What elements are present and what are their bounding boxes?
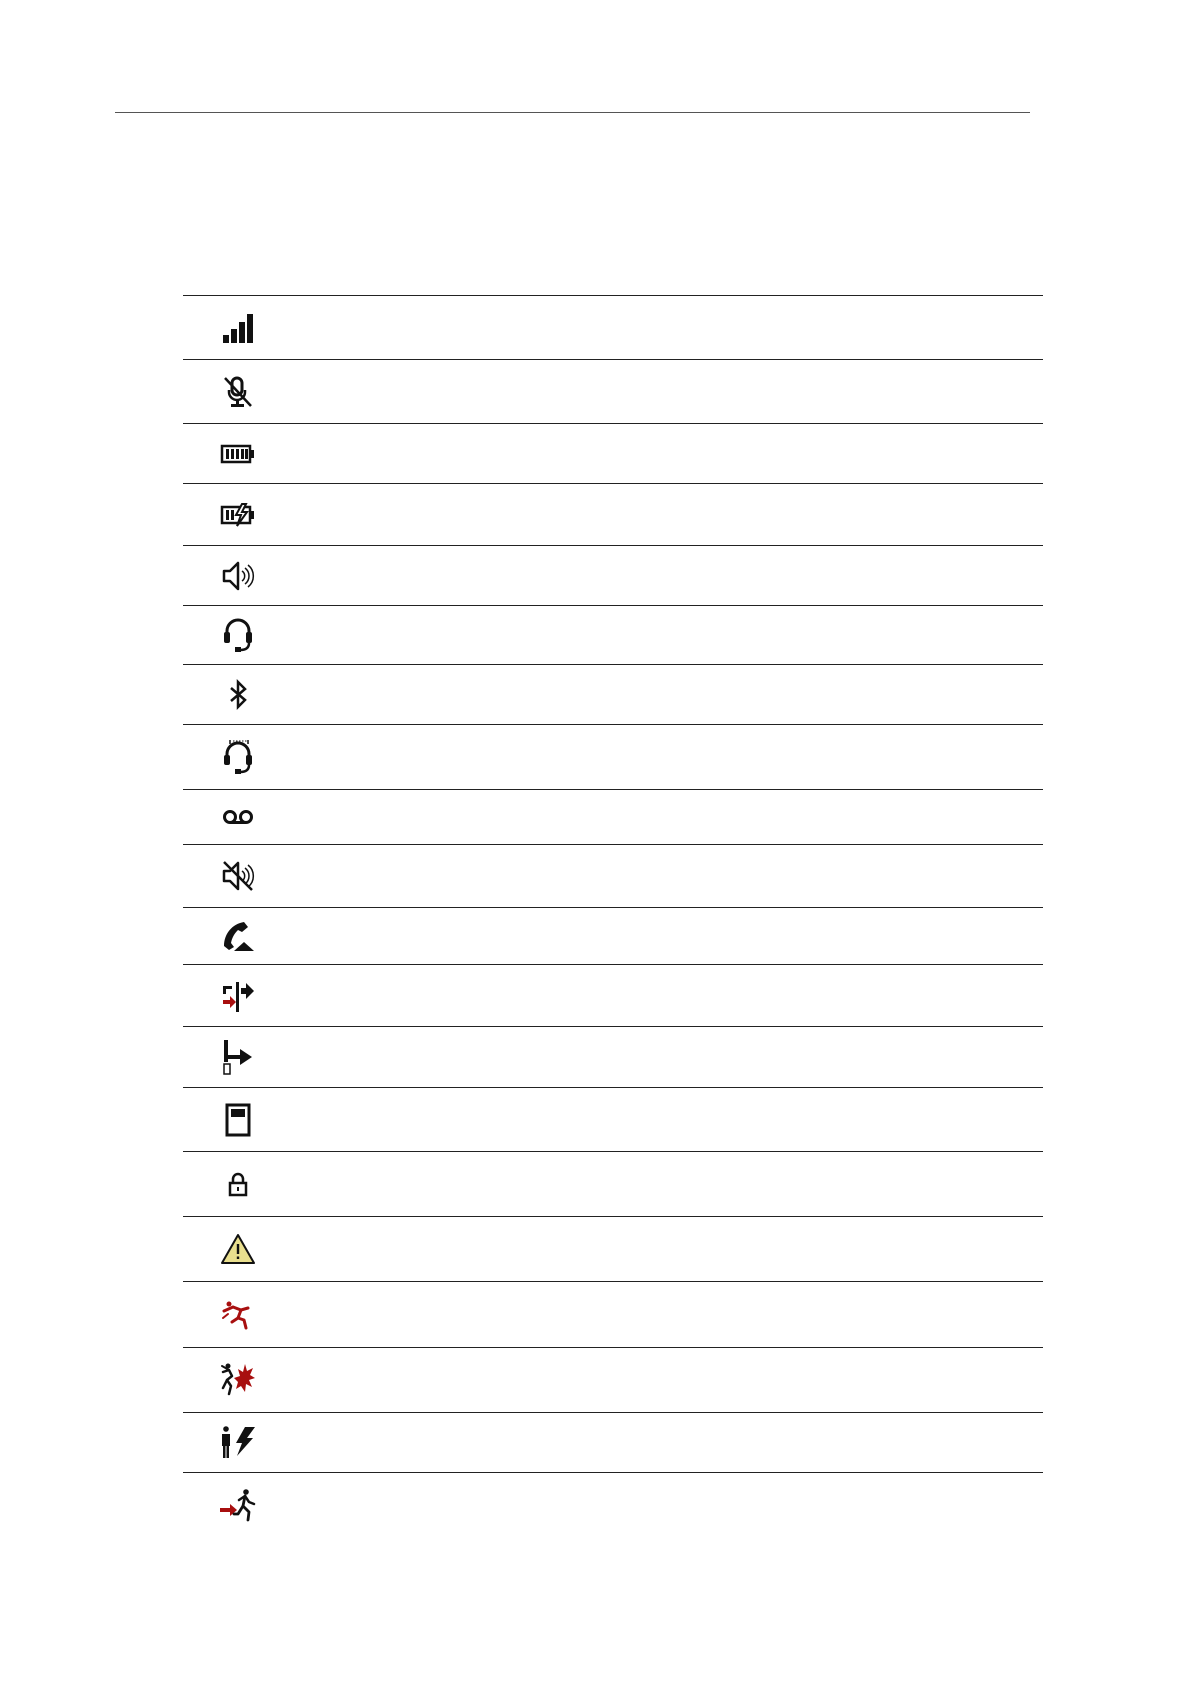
table-row — [183, 1281, 1043, 1347]
table-row — [183, 1412, 1043, 1472]
man-down-alarm-icon — [218, 1295, 258, 1335]
personal-emergency-alarm-icon — [218, 1423, 258, 1463]
icon-table — [183, 295, 1043, 1538]
table-row — [183, 423, 1043, 483]
header-rule — [115, 112, 1030, 113]
call-transfer-icon — [218, 976, 258, 1016]
call-forward-icon — [218, 1037, 258, 1077]
call-handset-icon — [218, 916, 258, 956]
table-row — [183, 1347, 1043, 1412]
table-row — [183, 844, 1043, 907]
table-row — [183, 664, 1043, 724]
table-row — [183, 1026, 1043, 1087]
lock-icon — [218, 1164, 258, 1204]
battery-full-icon — [218, 434, 258, 474]
table-row — [183, 1087, 1043, 1151]
loudspeaker-icon — [218, 556, 258, 596]
table-row — [183, 907, 1043, 964]
escape-alarm-icon — [218, 1486, 258, 1526]
bluetooth-icon — [218, 675, 258, 715]
table-row — [183, 724, 1043, 789]
table-row — [183, 1472, 1043, 1538]
table-row — [183, 483, 1043, 545]
signal-strength-icon — [218, 308, 258, 348]
table-row — [183, 1151, 1043, 1216]
sim-card-icon — [218, 1100, 258, 1140]
voicemail-icon — [218, 797, 258, 837]
table-row — [183, 789, 1043, 844]
loudspeaker-muted-icon — [218, 856, 258, 896]
table-row — [183, 545, 1043, 605]
table-row — [183, 1216, 1043, 1281]
assault-alarm-icon — [218, 1360, 258, 1400]
table-row — [183, 964, 1043, 1026]
headset-wireless-icon — [218, 737, 258, 777]
table-row — [183, 295, 1043, 359]
table-row — [183, 359, 1043, 423]
headset-icon — [218, 615, 258, 655]
microphone-muted-icon — [218, 372, 258, 412]
table-row — [183, 605, 1043, 664]
warning-icon — [218, 1229, 258, 1269]
battery-charging-icon — [218, 495, 258, 535]
